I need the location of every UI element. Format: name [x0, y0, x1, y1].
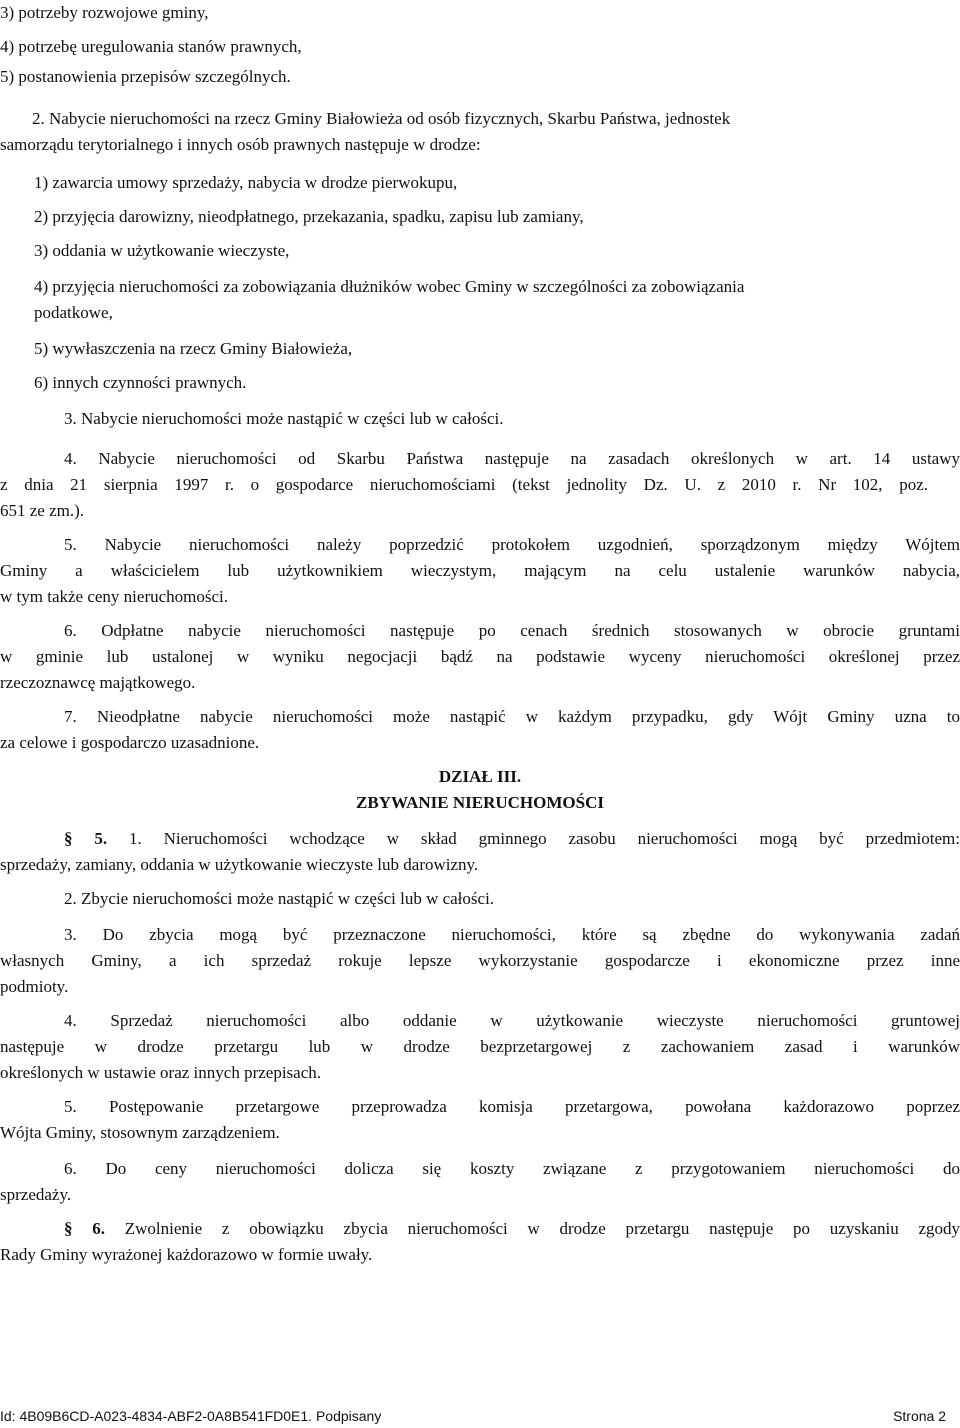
- list-item: podatkowe,: [34, 303, 113, 322]
- section-mark: § 5.: [64, 829, 108, 848]
- list-item: 5) postanowienia przepisów szczególnych.: [0, 67, 291, 86]
- paragraph-text: Zwolnienie z obowiązku zbycia nieruchomości w drodze przetargu następuje po uzyskaniu zgody: [105, 1219, 960, 1238]
- paragraph-line: Wójta Gminy, stosownym zarządzeniem.: [0, 1123, 280, 1142]
- paragraph-line: w gminie lub ustalonej w wyniku negocjacji bądź na podstawie wyceny nieruchomości określonej przez: [0, 647, 960, 666]
- paragraph-line: w tym także ceny nieruchomości.: [0, 587, 229, 606]
- list-item: 2) przyjęcia darowizny, nieodpłatnego, przekazania, spadku, zapisu lub zamiany,: [34, 207, 584, 226]
- paragraph-line: Gminy a właścicielem lub użytkownikiem wieczystym, mającym na celu ustalenie warunków nabycia,: [0, 561, 960, 580]
- paragraph-line: 5. Nabycie nieruchomości należy poprzedzić protokołem uzgodnień, sporządzonym między Wójtem: [64, 535, 960, 554]
- list-item: 4) przyjęcia nieruchomości za zobowiązania dłużników wobec Gminy w szczególności za zobowiązania: [34, 277, 745, 296]
- page-number: Strona 2: [893, 1408, 946, 1424]
- paragraph-line: 2. Nabycie nieruchomości na rzecz Gminy Białowieża od osób fizycznych, Skarbu Państwa, jednostek: [32, 109, 731, 128]
- list-item: 1) zawarcia umowy sprzedaży, nabycia w drodze pierwokupu,: [34, 173, 458, 192]
- paragraph-line: następuje w drodze przetargu lub w drodze bezprzetargowej z zachowaniem zasad i warunków: [0, 1037, 960, 1056]
- paragraph-line: z dnia 21 sierpnia 1997 r. o gospodarce nieruchomościami (tekst jednolity Dz. U. z 2010 r. Nr 102, poz.: [0, 475, 928, 494]
- list-item: 5) wywłaszczenia na rzecz Gminy Białowieża,: [34, 339, 353, 358]
- paragraph-line: 5. Postępowanie przetargowe przeprowadza komisja przetargowa, powołana każdorazowo poprzez: [64, 1097, 960, 1116]
- document-id: Id: 4B09B6CD-A023-4834-ABF2-0A8B541FD0E1. Podpisany: [0, 1408, 382, 1424]
- section-heading: ZBYWANIE NIERUCHOMOŚCI: [356, 793, 604, 812]
- paragraph-line: 7. Nieodpłatne nabycie nieruchomości może nastąpić w każdym przypadku, gdy Wójt Gminy uzna to: [64, 707, 960, 726]
- paragraph-line: podmioty.: [0, 977, 69, 996]
- paragraph-line: za celowe i gospodarczo uzasadnione.: [0, 733, 260, 752]
- paragraph-line: [64, 1216, 960, 1242]
- paragraph-line: 3. Nabycie nieruchomości może nastąpić w części lub w całości.: [64, 409, 504, 428]
- list-item: 3) oddania w użytkowanie wieczyste,: [34, 241, 290, 260]
- paragraph-line: samorządu terytorialnego i innych osób prawnych następuje w drodze:: [0, 135, 481, 154]
- section-heading: DZIAŁ III.: [438, 767, 522, 786]
- paragraph-line: sprzedaży.: [0, 1185, 72, 1204]
- paragraph-line: Rady Gminy wyrażonej każdorazowo w formie uwały.: [0, 1245, 373, 1264]
- paragraph-line: własnych Gminy, a ich sprzedaż rokuje lepsze wykorzystanie gospodarcze i ekonomiczne przez inne: [0, 951, 960, 970]
- list-item: 3) potrzeby rozwojowe gminy,: [0, 3, 209, 22]
- paragraph-line: 4. Sprzedaż nieruchomości albo oddanie w użytkowanie wieczyste nieruchomości gruntowej: [64, 1011, 960, 1030]
- paragraph-line: 2. Zbycie nieruchomości może nastąpić w części lub w całości.: [64, 889, 495, 908]
- paragraph-line: rzeczoznawcę majątkowego.: [0, 673, 196, 692]
- paragraph-line: 6. Do ceny nieruchomości dolicza się koszty związane z przygotowaniem nieruchomości do: [64, 1159, 960, 1178]
- paragraph-line: 6. Odpłatne nabycie nieruchomości następuje po cenach średnich stosowanych w obrocie gruntami: [64, 621, 960, 640]
- section-mark: § 6.: [64, 1219, 105, 1238]
- paragraph-line: sprzedaży, zamiany, oddania w użytkowanie wieczyste lub darowizny.: [0, 855, 479, 874]
- list-item: 6) innych czynności prawnych.: [34, 373, 247, 392]
- paragraph-line: określonych w ustawie oraz innych przepisach.: [0, 1063, 321, 1082]
- paragraph-line: 3. Do zbycia mogą być przeznaczone nieruchomości, które są zbędne do wykonywania zadań: [64, 925, 960, 944]
- paragraph-line: [64, 826, 960, 852]
- paragraph-line: 4. Nabycie nieruchomości od Skarbu Państwa następuje na zasadach określonych w art. 14 ustawy: [64, 449, 960, 468]
- list-item: 4) potrzebę uregulowania stanów prawnych,: [0, 37, 302, 56]
- paragraph-line: 651 ze zm.).: [0, 501, 85, 520]
- paragraph-text: 1. Nieruchomości wchodzące w skład gminnego zasobu nieruchomości mogą być przedmiotem:: [107, 829, 960, 848]
